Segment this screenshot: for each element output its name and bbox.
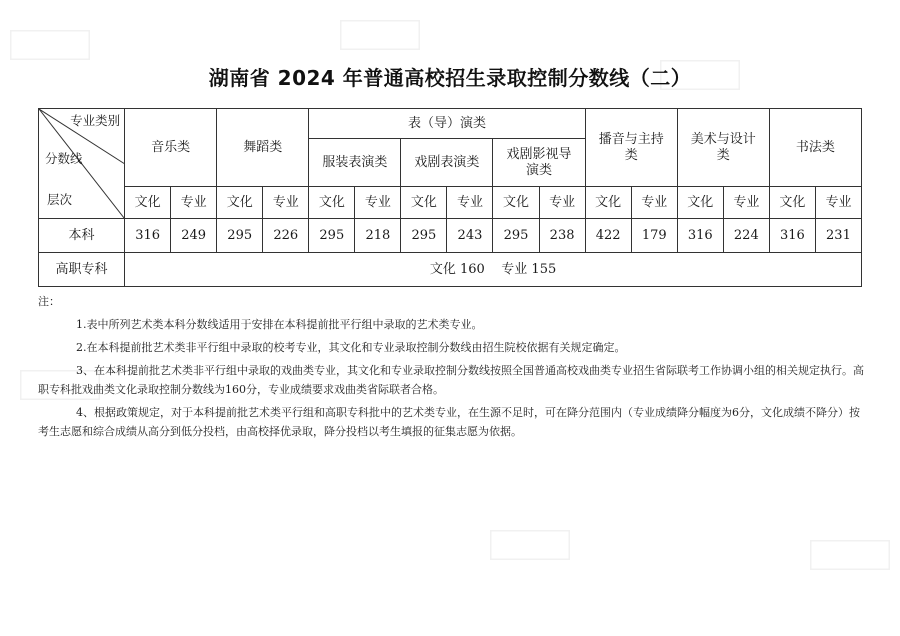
score-cell: 295 xyxy=(493,219,539,253)
col-calligraphy: 书法类 xyxy=(769,109,861,187)
col-art-label: 美术与设计类 xyxy=(690,131,756,163)
level-label: 层次 xyxy=(47,192,73,207)
col-broadcast-label: 播音与主持类 xyxy=(598,131,664,163)
sub-culture: 文化 xyxy=(401,187,447,219)
score-cell: 224 xyxy=(723,219,769,253)
col-film xyxy=(493,139,585,187)
header-row-3 xyxy=(39,187,862,219)
watermark-logo xyxy=(340,20,420,50)
note-item: 4、根据政策规定，对于本科提前批艺术类平行组和高职专科批中的艺术类专业，在生源不足时，可在降分范围内（专业成绩降分幅度为6分，文化成绩不降分）按考生志愿和综合成绩从高分到低分投档，由高校择优录取，降分投档以考生填报的征集志愿为依据。 xyxy=(38,406,860,438)
col-drama: 戏剧表演类 xyxy=(401,139,493,187)
col-performance: 表（导）演类 xyxy=(309,109,585,139)
score-label: 分数线 xyxy=(45,151,83,166)
sub-major: 专业 xyxy=(263,187,309,219)
col-dance: 舞蹈类 xyxy=(217,109,309,187)
row-label-benke: 本科 xyxy=(39,219,125,253)
sub-major: 专业 xyxy=(723,187,769,219)
score-cell: 295 xyxy=(401,219,447,253)
col-music: 音乐类 xyxy=(125,109,217,187)
sub-major: 专业 xyxy=(447,187,493,219)
sub-culture: 文化 xyxy=(769,187,815,219)
watermark-logo xyxy=(490,530,570,560)
score-cell: 316 xyxy=(125,219,171,253)
score-cell: 295 xyxy=(217,219,263,253)
sub-culture: 文化 xyxy=(125,187,171,219)
gaozhi-score-cell: 文化 160 专业 155 xyxy=(125,253,862,287)
watermark-logo xyxy=(810,540,890,570)
score-cell: 226 xyxy=(263,219,309,253)
score-table xyxy=(38,108,862,287)
score-cell: 316 xyxy=(769,219,815,253)
diagonal-header-cell xyxy=(39,109,125,219)
row-label-gaozhi: 高职专科 xyxy=(39,253,125,287)
sub-major: 专业 xyxy=(171,187,217,219)
col-art xyxy=(677,109,769,187)
score-cell: 243 xyxy=(447,219,493,253)
score-cell: 249 xyxy=(171,219,217,253)
col-film-label: 戏剧影视导演类 xyxy=(506,146,572,178)
sub-culture: 文化 xyxy=(585,187,631,219)
col-costume: 服装表演类 xyxy=(309,139,401,187)
page-title: 湖南省 2024 年普通高校招生录取控制分数线（二） xyxy=(208,66,692,90)
sub-major: 专业 xyxy=(355,187,401,219)
notes-heading: 注： xyxy=(38,295,60,308)
col-broadcast xyxy=(585,109,677,187)
sub-major: 专业 xyxy=(815,187,861,219)
sub-culture: 文化 xyxy=(217,187,263,219)
category-label: 专业类别 xyxy=(70,113,121,128)
row-gaozhi xyxy=(39,253,862,287)
sub-culture: 文化 xyxy=(309,187,355,219)
row-benke xyxy=(39,219,862,253)
sub-major: 专业 xyxy=(539,187,585,219)
notes-section xyxy=(38,292,868,441)
watermark-logo xyxy=(10,30,90,60)
note-item: 2.在本科提前批艺术类非平行组中录取的校考专业，其文化和专业录取控制分数线由招生院校依据有关规定确定。 xyxy=(76,341,626,354)
score-cell: 422 xyxy=(585,219,631,253)
score-cell: 231 xyxy=(815,219,861,253)
score-cell: 218 xyxy=(355,219,401,253)
sub-culture: 文化 xyxy=(493,187,539,219)
score-cell: 238 xyxy=(539,219,585,253)
sub-culture: 文化 xyxy=(677,187,723,219)
score-cell: 295 xyxy=(309,219,355,253)
header-row-1 xyxy=(39,109,862,139)
sub-major: 专业 xyxy=(631,187,677,219)
score-cell: 316 xyxy=(677,219,723,253)
note-item: 3、在本科提前批艺术类非平行组中录取的戏曲类专业，其文化和专业录取控制分数线按照全国普通高校戏曲类专业招生省际联考工作协调小组的相关规定执行。高职专科批戏曲类文化录取控制分数线为160分，专业成绩要求戏曲类省际联者合格。 xyxy=(38,364,864,396)
score-cell: 179 xyxy=(631,219,677,253)
note-item: 1.表中所列艺术类本科分数线适用于安排在本科提前批平行组中录取的艺术类专业。 xyxy=(76,318,483,331)
